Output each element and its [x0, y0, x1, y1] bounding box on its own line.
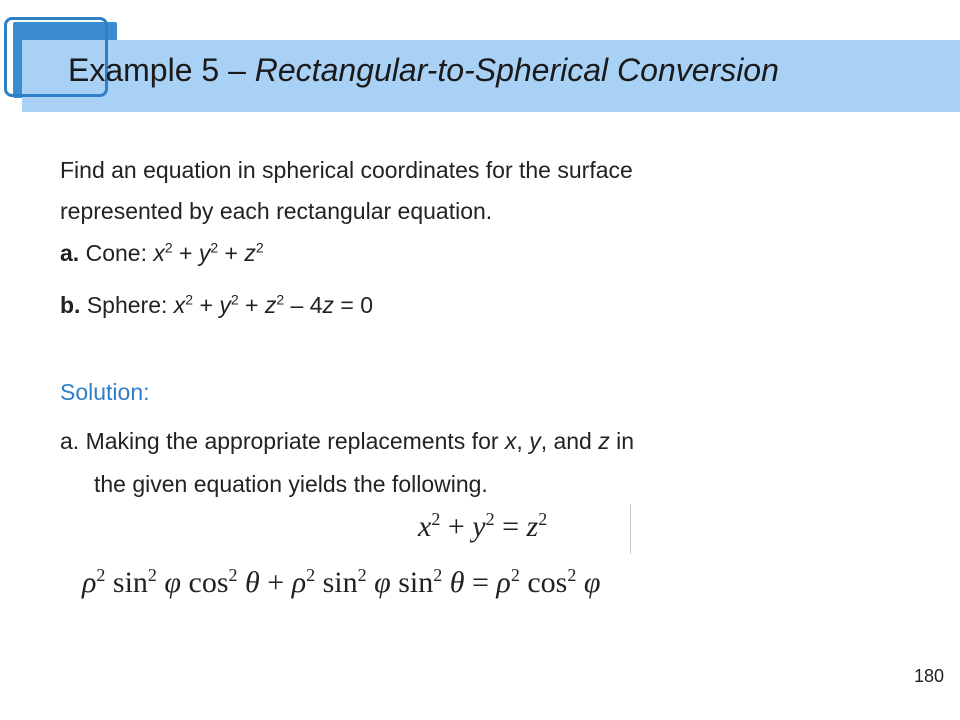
equation-spherical: $\rho^2$ $\sin^2 \varphi$ $\cos^2 \theta + \rho^2$ $\sin^2 \varphi$ $\sin^2 \theta = \rho^2$ $\cos^2 \varphi$ [82, 565, 601, 599]
equation-rectangular: $x^2 + y^2 = z^2$ [418, 509, 548, 543]
solution-line-2: the given equation yields the following. [94, 471, 488, 497]
part-a: a. Cone: $x^2 + y^2 + z^2$ [60, 239, 264, 266]
page-number: 180 [913, 666, 944, 686]
solution-heading: Solution: [60, 379, 150, 405]
slide-title: Example 5 – Rectangular-to-Spherical Conversion [68, 52, 779, 88]
intro-line-1: Find an equation in spherical coordinates for the surface [60, 157, 633, 183]
equation-divider [630, 504, 631, 554]
intro-line-2: represented by each rectangular equation. [60, 198, 493, 224]
solution-line-1: a. Making the appropriate replacements for x, y, and z in [60, 428, 635, 454]
part-b: b. Sphere: $x^2 + y^2 + z^2 - 4z = 0$ [60, 291, 374, 318]
